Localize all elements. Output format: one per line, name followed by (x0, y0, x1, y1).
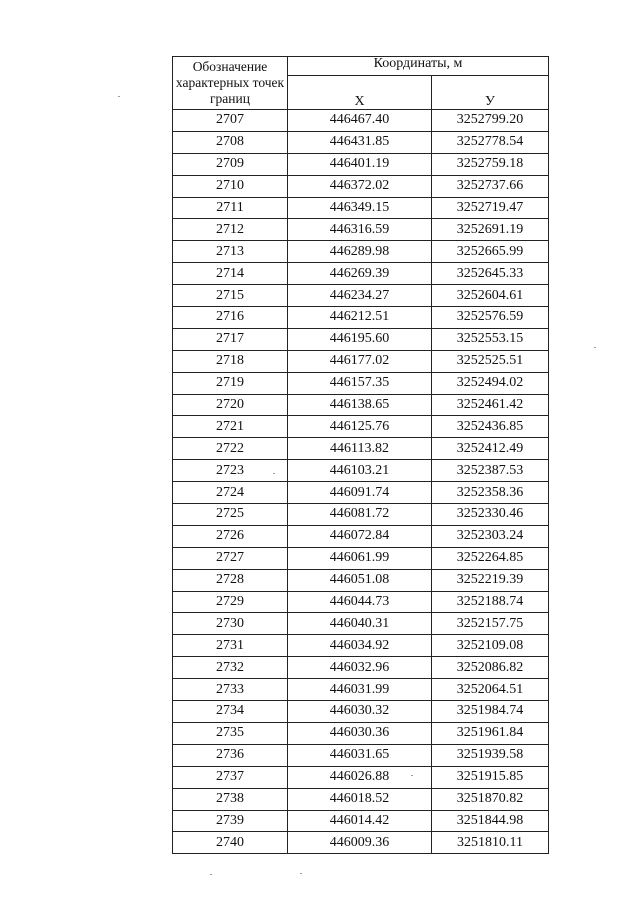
x-coordinate-cell: 446030.32 (288, 701, 432, 723)
scan-speck (594, 347, 596, 348)
y-coordinate-cell: 3252576.59 (432, 307, 549, 329)
y-coordinate-cell: 3252719.47 (432, 197, 549, 219)
point-id-cell: 2740 (173, 832, 288, 854)
table-row (173, 832, 549, 854)
table-row (173, 635, 549, 657)
y-coordinate-cell: 3252188.74 (432, 591, 549, 613)
y-coordinate-cell: 3251844.98 (432, 810, 549, 832)
x-coordinate-cell: 446081.72 (288, 504, 432, 526)
y-coordinate-cell: 3252604.61 (432, 285, 549, 307)
x-coordinate-cell: 446316.59 (288, 219, 432, 241)
y-coordinate-cell: 3252737.66 (432, 175, 549, 197)
table-row (173, 460, 549, 482)
y-coordinate-cell: 3252303.24 (432, 525, 549, 547)
table-row (173, 504, 549, 526)
x-coordinate-cell: 446138.65 (288, 394, 432, 416)
x-coordinate-cell: 446401.19 (288, 153, 432, 175)
y-coordinate-cell: 3252387.53 (432, 460, 549, 482)
point-id-cell: 2736 (173, 744, 288, 766)
y-coordinate-cell: 3252525.51 (432, 350, 549, 372)
table-row (173, 263, 549, 285)
table-row (173, 591, 549, 613)
table-row (173, 744, 549, 766)
designation-header: Обозначение характерных точек границ (173, 57, 288, 110)
point-id-cell: 2708 (173, 131, 288, 153)
y-coordinate-cell: 3251870.82 (432, 788, 549, 810)
table-row (173, 394, 549, 416)
point-id-cell: 2730 (173, 613, 288, 635)
point-id-cell: 2723 (173, 460, 288, 482)
x-coordinate-cell: 446113.82 (288, 438, 432, 460)
point-id-cell: 2721 (173, 416, 288, 438)
y-coordinate-cell: 3252691.19 (432, 219, 549, 241)
y-coordinate-cell: 3252665.99 (432, 241, 549, 263)
y-coordinate-cell: 3252330.46 (432, 504, 549, 526)
table-row (173, 328, 549, 350)
coordinates-table (172, 56, 549, 854)
x-coordinate-cell: 446212.51 (288, 307, 432, 329)
x-coordinate-cell: 446014.42 (288, 810, 432, 832)
point-id-cell: 2711 (173, 197, 288, 219)
point-id-cell: 2724 (173, 482, 288, 504)
point-id-cell: 2719 (173, 372, 288, 394)
table-row (173, 350, 549, 372)
point-id-cell: 2716 (173, 307, 288, 329)
x-coordinate-cell: 446032.96 (288, 657, 432, 679)
x-coordinate-cell: 446467.40 (288, 110, 432, 132)
x-coordinate-cell: 446009.36 (288, 832, 432, 854)
table-row (173, 110, 549, 132)
y-coordinate-cell: 3252645.33 (432, 263, 549, 285)
y-coordinate-cell: 3252778.54 (432, 131, 549, 153)
table-row (173, 438, 549, 460)
scan-speck (118, 96, 120, 97)
x-coordinate-cell: 446034.92 (288, 635, 432, 657)
x-coordinate-cell: 446269.39 (288, 263, 432, 285)
x-coordinate-cell: 446018.52 (288, 788, 432, 810)
x-coordinate-cell: 446103.21 (288, 460, 432, 482)
x-coordinate-cell: 446030.36 (288, 722, 432, 744)
x-coordinate-cell: 446289.98 (288, 241, 432, 263)
point-id-cell: 2712 (173, 219, 288, 241)
table-row (173, 547, 549, 569)
y-coordinate-cell: 3251915.85 (432, 766, 549, 788)
table-row (173, 285, 549, 307)
y-coordinate-cell: 3252461.42 (432, 394, 549, 416)
table-row (173, 197, 549, 219)
point-id-cell: 2713 (173, 241, 288, 263)
x-coordinate-cell: 446031.99 (288, 679, 432, 701)
point-id-cell: 2709 (173, 153, 288, 175)
y-coordinate-cell: 3251984.74 (432, 701, 549, 723)
scan-speck (300, 873, 302, 874)
table-row (173, 307, 549, 329)
scan-speck (411, 775, 413, 776)
y-coordinate-cell: 3251939.58 (432, 744, 549, 766)
table-row (173, 153, 549, 175)
table-row (173, 482, 549, 504)
point-id-cell: 2714 (173, 263, 288, 285)
coordinates-header: Координаты, м (288, 57, 549, 76)
y-coordinate-cell: 3252759.18 (432, 153, 549, 175)
x-coordinate-cell: 446234.27 (288, 285, 432, 307)
table-row (173, 613, 549, 635)
x-coordinate-cell: 446051.08 (288, 569, 432, 591)
point-id-cell: 2718 (173, 350, 288, 372)
y-coordinate-cell: 3252494.02 (432, 372, 549, 394)
y-coordinate-cell: 3252086.82 (432, 657, 549, 679)
table-row (173, 766, 549, 788)
table-row (173, 569, 549, 591)
x-coordinate-cell: 446044.73 (288, 591, 432, 613)
point-id-cell: 2717 (173, 328, 288, 350)
x-coordinate-cell: 446061.99 (288, 547, 432, 569)
y-coordinate-cell: 3251961.84 (432, 722, 549, 744)
scan-speck (210, 874, 212, 875)
table-row (173, 722, 549, 744)
table-row (173, 657, 549, 679)
point-id-cell: 2728 (173, 569, 288, 591)
y-coordinate-cell: 3252436.85 (432, 416, 549, 438)
y-coordinate-cell: 3252553.15 (432, 328, 549, 350)
table-row (173, 525, 549, 547)
table-row (173, 416, 549, 438)
point-id-cell: 2707 (173, 110, 288, 132)
y-coordinate-cell: 3252412.49 (432, 438, 549, 460)
table-row (173, 701, 549, 723)
point-id-cell: 2731 (173, 635, 288, 657)
point-id-cell: 2729 (173, 591, 288, 613)
point-id-cell: 2734 (173, 701, 288, 723)
y-coordinate-cell: 3252358.36 (432, 482, 549, 504)
point-id-cell: 2726 (173, 525, 288, 547)
point-id-cell: 2727 (173, 547, 288, 569)
y-coordinate-cell: 3252157.75 (432, 613, 549, 635)
point-id-cell: 2733 (173, 679, 288, 701)
x-coordinate-cell: 446431.85 (288, 131, 432, 153)
y-coordinate-cell: 3252219.39 (432, 569, 549, 591)
scan-speck (273, 473, 275, 474)
x-coordinate-cell: 446125.76 (288, 416, 432, 438)
point-id-cell: 2738 (173, 788, 288, 810)
x-coordinate-cell: 446195.60 (288, 328, 432, 350)
y-coordinate-cell: 3252064.51 (432, 679, 549, 701)
point-id-cell: 2722 (173, 438, 288, 460)
x-coordinate-cell: 446031.65 (288, 744, 432, 766)
x-column-header: X (288, 76, 432, 110)
table-row (173, 788, 549, 810)
y-column-header: У (432, 76, 549, 110)
point-id-cell: 2720 (173, 394, 288, 416)
x-coordinate-cell: 446177.02 (288, 350, 432, 372)
x-coordinate-cell: 446157.35 (288, 372, 432, 394)
table-row (173, 241, 549, 263)
x-coordinate-cell: 446026.88 (288, 766, 432, 788)
x-coordinate-cell: 446072.84 (288, 525, 432, 547)
y-coordinate-cell: 3251810.11 (432, 832, 549, 854)
y-coordinate-cell: 3252264.85 (432, 547, 549, 569)
x-coordinate-cell: 446349.15 (288, 197, 432, 219)
table-row (173, 372, 549, 394)
table-row (173, 219, 549, 241)
point-id-cell: 2737 (173, 766, 288, 788)
point-id-cell: 2715 (173, 285, 288, 307)
point-id-cell: 2710 (173, 175, 288, 197)
table-body (173, 110, 549, 854)
y-coordinate-cell: 3252109.08 (432, 635, 549, 657)
table-row (173, 679, 549, 701)
table-row (173, 810, 549, 832)
table-row (173, 175, 549, 197)
table-row (173, 131, 549, 153)
y-coordinate-cell: 3252799.20 (432, 110, 549, 132)
x-coordinate-cell: 446372.02 (288, 175, 432, 197)
x-coordinate-cell: 446091.74 (288, 482, 432, 504)
x-coordinate-cell: 446040.31 (288, 613, 432, 635)
point-id-cell: 2739 (173, 810, 288, 832)
point-id-cell: 2725 (173, 504, 288, 526)
point-id-cell: 2732 (173, 657, 288, 679)
point-id-cell: 2735 (173, 722, 288, 744)
